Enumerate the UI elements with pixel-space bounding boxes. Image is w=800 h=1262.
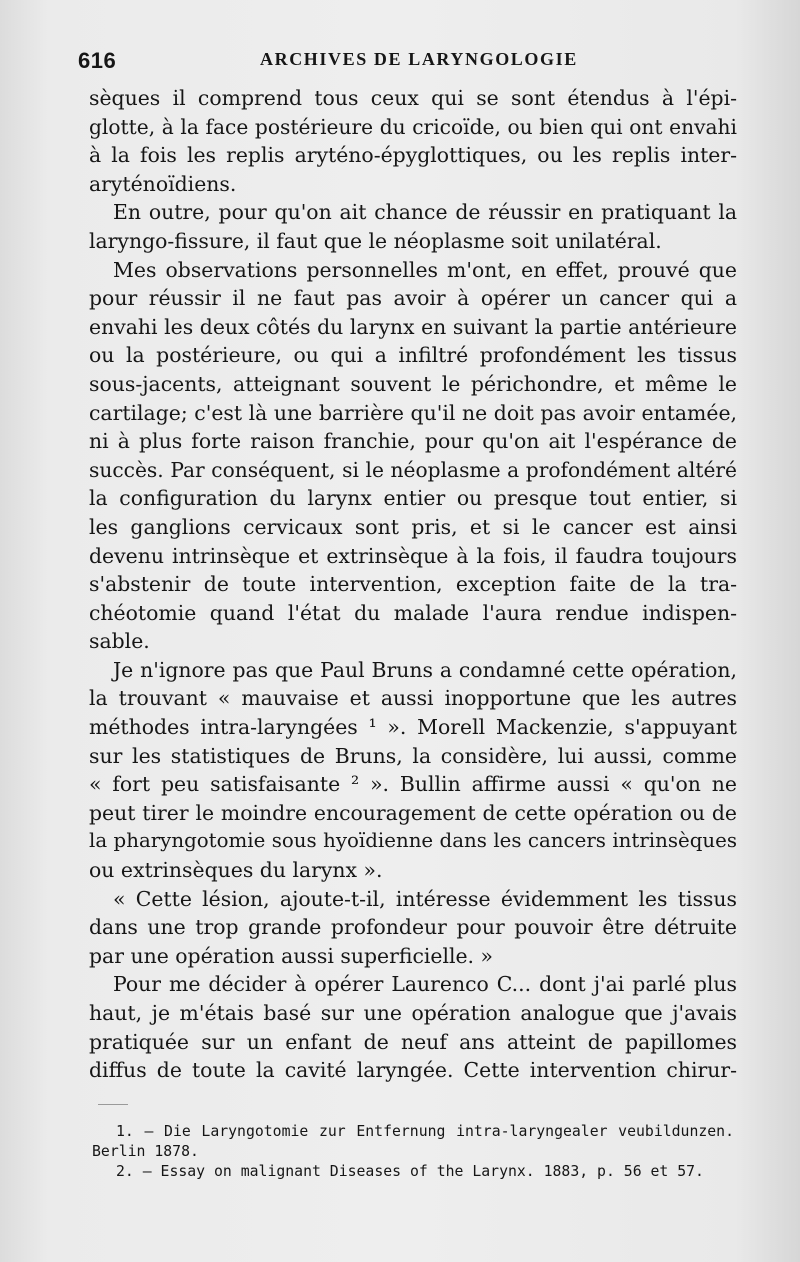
footnote-1: 1. — Die Laryngotomie zur Entfernung intra-laryngealer veubildunzen.	[116, 1123, 734, 1140]
text-line: la configuration du larynx entier ou presque tout entier, si	[89, 486, 737, 511]
page-number: 616	[78, 48, 117, 73]
text-line: Pour me décider à opérer Laurenco C... dont j'ai parlé plus	[113, 972, 737, 997]
text-line: « Cette lésion, ajoute-t-il, intéresse évidemment les tissus	[113, 886, 737, 911]
text-line: par une opération aussi superficielle. »	[89, 943, 493, 968]
footnotes	[92, 1122, 734, 1182]
text-line: Mes observations personnelles m'ont, en effet, prouvé que	[113, 257, 737, 282]
page-header	[78, 40, 734, 80]
running-title: ARCHIVES DE LARYNGOLOGIE	[260, 49, 578, 69]
text-line: la trouvant « mauvaise et aussi inopportune que les autres	[89, 686, 737, 711]
text-line: succès. Par conséquent, si le néoplasme a profondément altéré	[89, 457, 737, 482]
text-line: aryténoïdiens.	[89, 171, 237, 196]
text-line: ou la postérieure, ou qui a infiltré profondément les tissus	[89, 343, 737, 368]
text-line: cartilage; c'est là une barrière qu'il ne doit pas avoir entamée,	[89, 400, 737, 425]
text-line: Je n'ignore pas que Paul Bruns a condamné cette opération,	[113, 657, 737, 682]
text-line: pratiquée sur un enfant de neuf ans atteint de papillomes	[89, 1029, 737, 1054]
text-line: ou extrinsèques du larynx ».	[89, 858, 383, 883]
text-line: « fort peu satisfaisante ² ». Bullin affirme aussi « qu'on ne	[89, 772, 737, 797]
text-line: peut tirer le moindre encouragement de cette opération ou de	[89, 800, 737, 825]
footnote-divider	[98, 1104, 128, 1105]
text-line: sous-jacents, atteignant souvent le périchondre, et même le	[89, 371, 737, 396]
text-line: En outre, pour qu'on ait chance de réussir en pratiquant la	[113, 200, 737, 225]
text-line: méthodes intra-laryngées ¹ ». Morell Mackenzie, s'appuyant	[89, 715, 737, 740]
text-line: haut, je m'étais basé sur une opération analogue que j'avais	[89, 1001, 737, 1025]
text-line: la pharyngotomie sous hyoïdienne dans les cancers intrinsèques	[89, 829, 737, 853]
text-line: glotte, à la face postérieure du cricoïde, ou bien qui ont envahi	[89, 114, 737, 139]
text-line: laryngo-fissure, il faut que le néoplasme soit unilatéral.	[89, 228, 662, 253]
text-line: ni à plus forte raison franchie, pour qu'on ait l'espérance de	[89, 429, 737, 454]
text-line: à la fois les replis aryténo-épyglottiques, ou les replis inter-	[89, 143, 737, 168]
body-text	[89, 84, 737, 1085]
text-line: sable.	[89, 629, 150, 654]
footnote-2: 2. — Essay on malignant Diseases of the Larynx. 1883, p. 56 et 57.	[116, 1163, 704, 1180]
text-line: s'abstenir de toute intervention, exception faite de la tra-	[89, 572, 737, 597]
text-line: les ganglions cervicaux sont pris, et si le cancer est ainsi	[89, 514, 737, 539]
text-line: diffus de toute la cavité laryngée. Cette intervention chirur-	[89, 1058, 737, 1083]
text-line: sur les statistiques de Bruns, la considère, lui aussi, comme	[89, 743, 737, 768]
text-line: dans une trop grande profondeur pour pouvoir être détruite	[89, 915, 737, 940]
text-line: sèques il comprend tous ceux qui se sont étendus à l'épi-	[89, 86, 737, 110]
text-line: devenu intrinsèque et extrinsèque à la fois, il faudra toujours	[89, 543, 737, 568]
text-line: envahi les deux côtés du larynx en suivant la partie antérieure	[89, 314, 737, 339]
text-line: chéotomie quand l'état du malade l'aura rendue indispen-	[89, 600, 737, 625]
footnote-1-continuation: Berlin 1878.	[92, 1143, 199, 1160]
text-line: pour réussir il ne faut pas avoir à opérer un cancer qui a	[89, 286, 737, 311]
